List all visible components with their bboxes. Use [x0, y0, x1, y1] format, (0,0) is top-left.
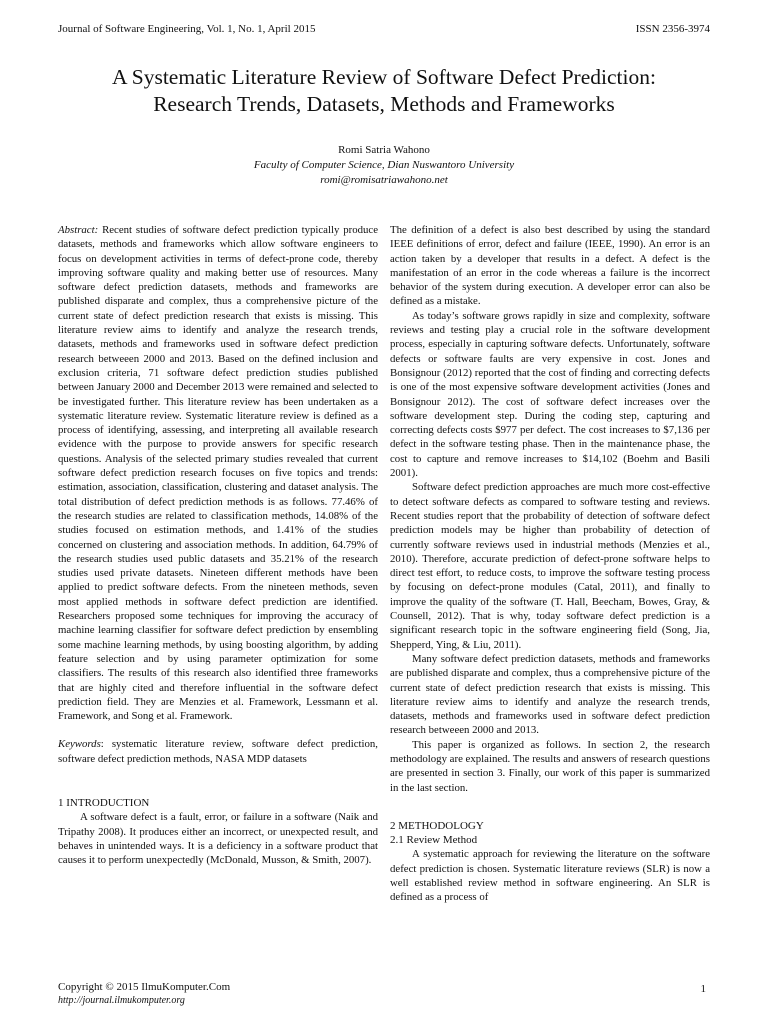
page-number: 1	[700, 983, 706, 995]
abstract-label: Abstract:	[58, 224, 99, 236]
issn: ISSN 2356-3974	[635, 23, 710, 35]
paragraph: Software defect prediction approaches are much more cost-effective to detect software defects as compared to software testing and reviews. Recent studies report that the probability of detection of software defect prediction models may be higher than probability of detection of currently software reviews used in industrial methods (Menzies et al., 2010). Therefore, accurate prediction of defect-prone software helps to direct test effort, to reduce costs, to improve the software testing process by focusing on defect-prone modules (Catal, 2011), and finally to improve the quality of the software (T. Hall, Beecham, Bowes, Gray, & Counsell, 2012). That is why, today software defect prediction is a significant research topic in the software engineering field (Song, Jia, Shepperd, Ying, & Liu, 2011).	[390, 481, 710, 651]
author-email: romi@romisatriawahono.net	[320, 174, 448, 186]
right-column	[390, 223, 710, 905]
author-affiliation: Faculty of Computer Science, Dian Nuswantoro University	[253, 159, 515, 171]
author-name: Romi Satria Wahono	[338, 144, 430, 156]
subsection-heading-review-method: 2.1 Review Method	[390, 834, 478, 847]
title-line-1: A Systematic Literature Review of Software Defect Prediction:	[112, 65, 656, 89]
paragraph: Many software defect prediction datasets, methods and frameworks are published disparate and complex, thus a comprehensive picture of the current state of defect prediction research that exists is missing. This literature review aims to identify and analyze the research trends, datasets, methods and frameworks used in software defect prediction research betweeen 2000 and 2013.	[390, 652, 710, 737]
copyright: Copyright © 2015 IlmuKomputer.Com	[58, 981, 231, 993]
journal-url: http://journal.ilmukomputer.org	[58, 995, 185, 1006]
title-line-2: Research Trends, Datasets, Methods and Frameworks	[153, 92, 615, 116]
abstract	[58, 223, 378, 723]
methodology-paragraph: A systematic approach for reviewing the literature on the software defect prediction is chosen. Systematic literature reviews (SLR) is now a well established review method in software engineering. An SLR is defined as a process of	[390, 848, 710, 904]
section-heading-methodology: 2 METHODOLOGY	[390, 819, 484, 832]
journal-info: Journal of Software Engineering, Vol. 1, No. 1, April 2015	[58, 23, 316, 35]
paragraph: The definition of a defect is also best described by using the standard IEEE definitions of error, defect and failure (IEEE, 1990). An error is an action taken by a developer that results in a defect. A defect is the manifestation of an error in the code whereas a failure is the incorrect behavior of the system during execution. A developer error can also be defined as a mistake.	[390, 224, 710, 308]
intro-paragraph: A software defect is a fault, error, or failure in a software (Naik and Tripathy 2008). It produces either an incorrect, or unexpected result, and behaves in unintended ways. It is a deficiency in a software product that causes it to perform unexpectedly (McDonald, Musson, & Smith, 2007).	[58, 811, 378, 867]
paragraph: As today’s software grows rapidly in size and complexity, software reviews and testing play a crucial role in the software development process, especially in capturing software defects. Unfortunately, software defects or software faults are very expensive in cost. Jones and Bonsignour (2012) reported that the cost of finding and correcting defects is one of the most expensive software development activities (Jones and Bonsignour 2012). The cost of software defect increases over the software development step. During the coding step, capturing and correcting defects costs $977 per defect. The cost increases to $7,136 per defect in the software testing phase. Then in the maintenance phase, the cost to capture and remove increases to $14,102 (Boehm and Basili 2001).	[390, 309, 710, 480]
paper-title	[40, 64, 728, 118]
paragraph: This paper is organized as follows. In section 2, the research methodology are explained. The results and answers of research questions are presented in section 3. Finally, our work of this paper is summarized in the last section.	[390, 738, 711, 794]
running-header	[58, 22, 710, 36]
keywords-text: : systematic literature review, software defect prediction, software defect prediction methods, NASA MDP datasets	[58, 738, 378, 765]
abstract-text: Recent studies of software defect prediction typically produce datasets, methods and frameworks which allow software engineers to focus on development activities in terms of defect-prone code, thereby improving software quality and making better use of resources. Many software defect prediction datasets, methods and frameworks are published disparate and complex, thus a comprehensive picture of the current state of defect prediction research that exists is missing. This literature review aims to identify and analyze the research trends, datasets, methods and frameworks used in software defect prediction research betweeen 2000 and 2013. Based on the defined inclusion and exclusion criteria, 71 software defect prediction studies published between January 2000 and December 2013 were remained and selected to be investigated further. This literature review has been undertaken as a systematic literature review. Systematic literature review is defined as a process of identifying, assessing, and interpreting all available research evidence with the purpose to provide answers for specific research questions. Analysis of the selected primary studies revealed that current software defect prediction research focuses on five topics and trends: estimation, association, classification, clustering and dataset analysis. The total distribution of defect prediction methods is as follows. 77.46% of the research studies are related to classification methods, 14.08% of the studies focused on estimation methods, and 1.41% of the studies concerned on clustering and association methods. In addition, 64.79% of the research studies used public datasets and 35.21% of the research studies used private datasets. Nineteen different methods have been applied to predict software defects. From the nineteen methods, seven most applied methods in software defect prediction are identified. Researchers proposed some techniques for improving the accuracy of machine learning classifier for software defect prediction by ensembling some machine learning methods, by using boosting algorithm, by adding feature selection and by using parameter optimization for some classifiers. The results of this research also identified three frameworks that are highly cited and therefore influential in the software defect prediction field. They are Menzies et al. Framework, Lessmann et al. Framework, and Song et al. Framework.	[58, 224, 378, 723]
keywords-label: Keywords	[58, 738, 101, 751]
section-heading-introduction: 1 INTRODUCTION	[58, 796, 150, 809]
footer	[58, 980, 230, 1008]
left-column	[58, 223, 378, 867]
author-block	[40, 143, 728, 188]
keywords	[58, 737, 378, 766]
